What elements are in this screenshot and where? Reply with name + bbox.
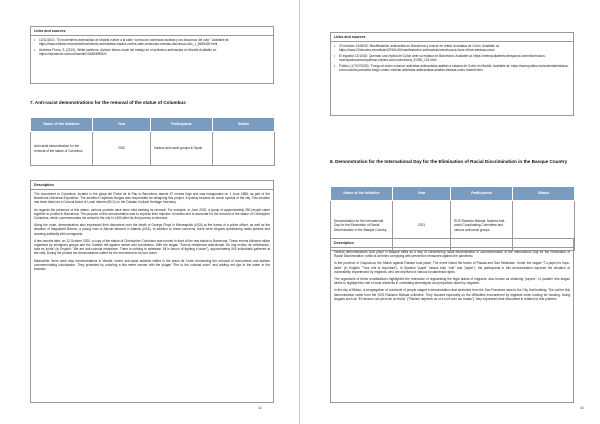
description-paragraph: The organisers of these mobilisations highlighted the relevance of regularising the legal status of migrants, also known as obtaining "papers". In parallel, this slogan seeks to highlight the role of local residents in combating stereotypes and prejudices faced by migrants. (334, 277, 570, 286)
source-item: • Público (17/07/2020): "Fuego al orden colonial: activistas antirracistas asaltan a estatua de Colón en Madrid. Available at: https://www.publico.es/sociedad/estatua-colon-madrid-pancarta-fuego-orden-colonial-activistas-antirracistas-asaltan-estatua-colon-madrid.html (334, 64, 570, 73)
description-heading: Description (31, 181, 273, 190)
column-header-year: Year (93, 118, 151, 132)
column-header-participants: Participants (451, 187, 513, 201)
initiative-status (213, 132, 275, 166)
source-item: • El español 12/10/20: Queman una réplica de Colón ante su estatua en Barcelona. Available at: https://metropoliabierta.elespanol.com/informacion-municipal/sucesos/queman-replica-colon-barcelona_31982_102.html (334, 54, 570, 63)
section-title: 8. Demonstration for the International Day for the Elimination of Racial Discrimination in the Basque Country (330, 159, 568, 164)
column-header-name: Name of the initiative (31, 118, 93, 132)
initiative-name: Anti-racist demonstration for the removal of the statue of Columbus (31, 132, 93, 166)
links-sources-heading: Links and sources (31, 27, 273, 36)
section-title: 7. Anti-racist demonstrations for the removal of the statue of Columbus (30, 100, 186, 105)
initiative-participants: Various anti-racist groups in Spain (151, 132, 213, 166)
links-sources-heading: Links and sources (331, 33, 573, 42)
description-paragraph: In the city of Bilbao, a congregation of hundreds of people staged a demonstration that stretched from the San Francisco area to the City Hall building. The call for this demonstration came from the SOS Racismo Bizkaia collective. They focused especially on the difficulties encountered by migrants when looking for housing. Using slogans such as "El racismo nos priva de un techo" ("Racism deprives us of a roof over our heads"), they expressed their discontent in relation to this problem. (334, 288, 570, 301)
description-heading: Description (331, 239, 573, 248)
initiative-year: 2020 (93, 132, 151, 166)
description-paragraph: The monument to Columbus, located in the plaça del Portal de la Pau in Barcelona, stands 57 metres high and was inaugurated on 1 June 1888, as part of the Barcelona Universal Exposition. The architect Cayetano Buigas was responsible for designing this project. It quickly became an iconic symbol of the city. This creation has been listed as a Cultural Asset of Local Interest (BCIL) in the Catalan Cultural Heritage Inventory. (34, 192, 270, 205)
page-number: 42 (258, 406, 262, 410)
description-box (330, 238, 574, 403)
initiative-year: 2021 (393, 201, 451, 251)
initiative-participants: SOS Racismo Bizkaia, Naiema Anti-racist Coordinating Committee and various anti-racist groups (451, 201, 513, 251)
column-header-year: Year (393, 187, 451, 201)
source-item: • 12/11/2021: "El movimiento antirracista de Madrid vuelve a la calle "contra las violencias racistas y los discursos del odio". Available at: https://www.eldiario.es/madrid/movimiento-antirracista-madrid-vuelve-calle-violencias-racistas-discursos-odio_1_8485429.html (34, 38, 270, 47)
links-sources-box (330, 32, 574, 116)
description-box (30, 180, 274, 403)
description-paragraph: Various demonstrations took place in Basque cities as a way of condemning racial discrimination in commemoration of the International Day for the Elimination of Racial Discrimination, while at all times complying with prevention measures against the pandemic. (334, 250, 570, 259)
description-paragraph: In the province of Guipuzkoa, the March against Racism took place. The event linked the towns of Pasaia and San Sebastian. Under the slogan "Tu papel es Impc-tante" (in English: "Your role is important"). In Spanish "papel" means both "role" and "paper"), the participants in this demonstration exposed the situation of vulnerability experienced by migrants, who are deprived of various fundamental rights. (334, 261, 570, 274)
source-item: • 20 minutos 14/06/20: Manifestación antirracista en Barcelona y a favor de retirar la estatua de Colón. Available at: https://www.20minutos.es/noticia/4291614/0/manifestacion-antirracista-barcelona-a-favor-retirar-estatua-colon/ (334, 44, 570, 53)
right-page (300, 0, 600, 424)
description-paragraph: A few months later, on 12 October 2020, a copy of the statue of Christopher Columbus was burned in front of the real statue in Barcelona. These events followed rallies organised by immigrant groups and the Catalan left against racism and colonialism. With the slogan "Somos resistencia anticolonial. No hay motivo de celebración, todo es lucha" (in English: "We are anti-colonial resistance. There is nothing to celebrate. All in favour of fighting it down"), approximately 500 individuals gathered at the rally. During the protest the demonstrators called for the monument to be torn down. (34, 238, 270, 256)
table-row (31, 132, 275, 166)
description-paragraph: Meanwhile, there were also demonstrations in Madrid, where anti-racist activists rallied in the plaza de Colón demanding the removal of monuments and statues commemorating colonisation. They protested by unfurling a five-metre banner with the slogan "Fire to the colonial order" and adding red dye to the water in the fountain. (34, 258, 270, 272)
initiative-table (30, 117, 275, 166)
column-header-status: Status (213, 118, 275, 132)
page-number: 43 (580, 406, 584, 410)
source-item: • Andrews Press, S. (2021). White panthers: división étnico-racial del trabajo en el activismo antirracista en Madrid.Available at: https://repositorio.uam.es/handle/10486/699824 (34, 48, 270, 57)
links-sources-box (30, 26, 274, 84)
column-header-name: Name of the initiative (331, 187, 393, 201)
column-header-participants: Participants (151, 118, 213, 132)
description-paragraph: Along the route, demonstrators also expressed their discontent over the death of George Floyd in Minneapolis (USA) at the hands of a police officer, as well as the situation of Nagustard Bercos, a young man of African descent in Atlanta (USA). In addition to these concerns, there were slogans questioning racist policies and showing solidarity with immigrants. (34, 223, 270, 236)
initiative-name: Demonstration for the International Day for the Elimination of Racial Discrimination in the Basque Country (331, 201, 393, 251)
description-paragraph: As regards the presence of this statue, various protests have been held seeking its removal. For example, in June 2020, a group of approximately 250 people came together to protest in Barcelona. The purpose of this demonstration was to express their rejection of racism and to advocate for the removal of the statue of Christopher Columbus, which commemorates his arrival to the city in 1493 after his first journey to America. (34, 207, 270, 221)
column-header-status: Status (513, 187, 575, 201)
